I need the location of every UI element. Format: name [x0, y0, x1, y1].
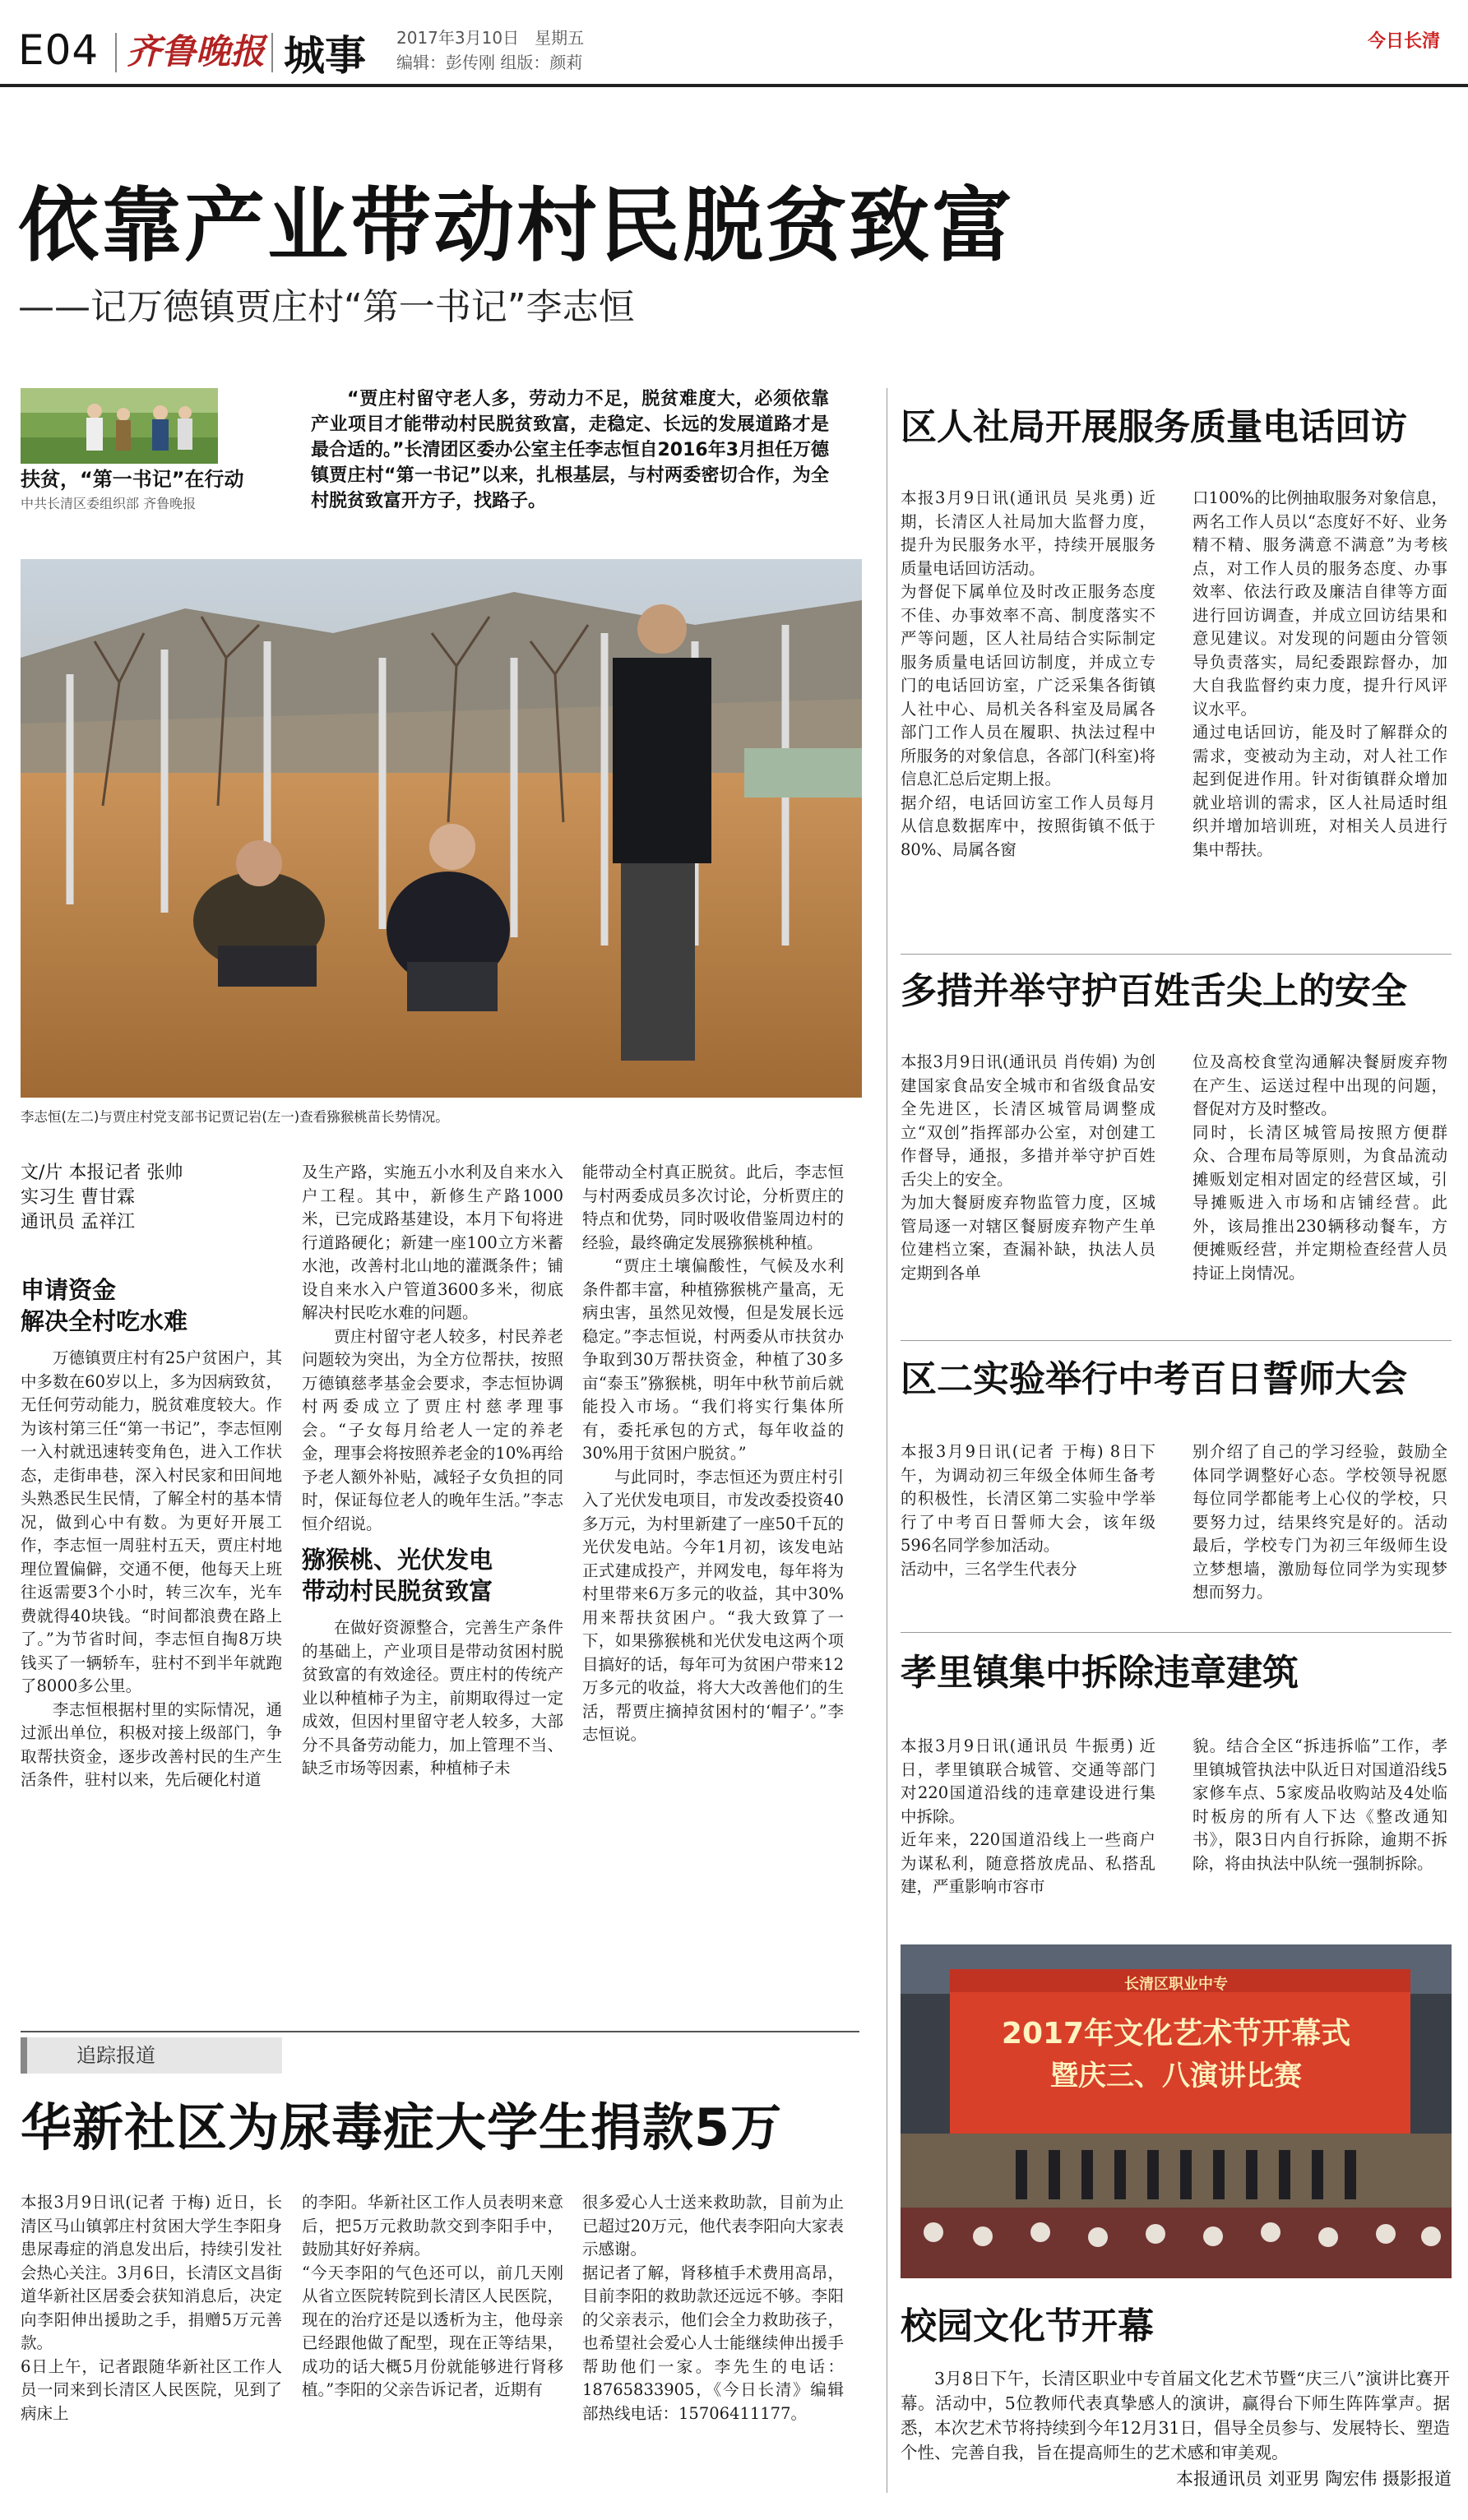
tracking-col-1: 本报3月9日讯(记者 于梅) 近日，长清区马山镇郭庄村贫困大学生李阳身患尿毒症的消息发出后，持续引发社会热心关注。3月6日，长清区文昌街道华新社区居委会获知消息后，决定向李阳伸出援助之手，捐赠5万元善款。 6日上午，记者跟随华新社区工作人员一同来到长清区人民医院，见到了病床上 — [21, 2193, 282, 2423]
subhead-kiwi: 猕猴桃、光伏发电 带动村民脱贫致富 — [302, 1546, 493, 1605]
right-article-2-title: 多措并举守护百姓舌尖上的安全 — [901, 970, 1407, 1012]
stage-banner-line-2: 暨庆三、八演讲比赛 — [1050, 2060, 1302, 2092]
main-col-2: 及生产路，实施五小水利及自来水入户工程。其中，新修生产路1000米，已完成路基建设，本月下旬将进行道路硬化；新建一座100立方米蓄水池，改善村北山地的灌溉条件；铺设自来水入户管道3600多米，彻底解决村民吃水难的问题。 贾庄村留守老人较多，村民养老问题较为突出，为全方位帮扶，按照万德镇慈孝基金会要求，李志恒协调村两委成立了贾庄村慈孝理事会。“子女每月给老人一定的养老金，理事会将按照养老金的10%再给予老人额外补贴，减轻子女负担的同时，保证每位老人的晚年生活。”李志恒介绍说。 猕猴桃、光伏发电 带动村民脱贫致富 在做好资源整合，完善生产条件的基础上，产业项目是带动贫困村脱贫致富的有效途径。贾庄村的传统产业以种植柿子为主，前期取得过一定成效，但因村里留守老人较多，大部分不具备劳动能力，加上管理不当、缺乏市场等因素，种植柿子未 — [302, 1163, 563, 1778]
right-article-1-col-1: 本报3月9日讯(通讯员 吴兆勇) 近期，长清区人社局加大监督力度，提升为民服务水平，持续开展服务质量电话回访活动。 为督促下属单位及时改正服务态度不佳、办事效率不高、制度落实不严等问题，区人社局结合实际制定服务质量电话回访制度，并成立专门的电话回访室，广泛采集各街镇人社中心、局机关各科室及局属各部门工作人员在履职、执法过程中所服务的对象信息，各部门(科室)将信息汇总后定期上报。 据介绍，电话回访室工作人员每月从信息数据库中，按照街镇不低于80%、局属各窗 — [901, 488, 1155, 859]
inset-caption: 扶贫，“第一书记”在行动 — [21, 468, 244, 491]
right-article-1-col-2: 口100%的比例抽取服务对象信息，两名工作人员以“态度好不好、业务精不精、服务满意不满意”为考核点，对工作人员的服务态度、办事效率、依法行政及廉洁自律等方面进行回访调查，并成立回访结果和意见建议。对发现的问题由分管领导负责落实，局纪委跟踪督办，加大自我监督约束力度，提升行风评议水平。 通过电话回访，能及时了解群众的需求，变被动为主动，对人社工作起到促进作用。针对街镇群众增加就业培训的需求，区人社局适时组织并增加培训班，对相关人员进行集中帮扶。 — [1192, 488, 1447, 859]
right-article-3-col-1: 本报3月9日讯(记者 于梅) 8日下午，为调动初三年级全体师生备考的积极性，长清区第二实验中学举行了中考百日誓师大会，该年级596名同学参加活动。 活动中，三名学生代表分 — [901, 1442, 1155, 1579]
main-title: 依靠产业带动村民脱贫致富 — [18, 179, 1016, 273]
tracking-col-3: 很多爱心人士送来救助款，目前为止已超过20万元，他代表李阳向大家表示感谢。 据记者了解，肾移植手术费用高昂，目前李阳的救助款还远远不够。李阳的父亲表示，他们会全力救助孩子，也希望社会爱心人士能继续伸出援手帮助他们一家。李先生的电话：18765833905，《今日长清》编辑部热线电话：15706411177。 — [582, 2193, 844, 2423]
subhead-water: 申请资金 解决全村吃水难 — [21, 1276, 188, 1335]
section-name: 城事 — [284, 32, 366, 80]
stage-banner-top: 长清区职业中专 — [1124, 1976, 1228, 1993]
main-lead: “贾庄村留守老人多，劳动力不足，脱贫难度大，必须依靠产业项目才能带动村民脱贫致富，走稳定、长远的发展道路才是最合适的。”长清团区委办公室主任李志恒自2016年3月担任万德镇贾庄村“第一书记”以来，扎根基层，与村两委密切合作，为全村脱贫致富开方子，找路子。 — [311, 389, 829, 511]
inset-credit: 中共长清区委组织部 齐鲁晚报 — [21, 496, 197, 511]
campus-credit: 本报通讯员 刘亚男 陶宏伟 摄影报道 — [1175, 2469, 1452, 2489]
right-article-3-title: 区二实验举行中考百日誓师大会 — [901, 1358, 1407, 1400]
stage-photo — [901, 1944, 1452, 2278]
right-article-4-col-1: 本报3月9日讯(通讯员 牛振勇) 近日，孝里镇联合城管、交通等部门对220国道沿线的违章建设进行集中拆除。 近年来，220国道沿线上一些商户为谋私利，随意搭放虎品、私搭乱建，严重影响市容市 — [901, 1736, 1155, 1896]
right-article-1-title: 区人社局开展服务质量电话回访 — [901, 406, 1407, 448]
newspaper-logo: 齐鲁晚报 — [127, 31, 266, 72]
main-subtitle: ——记万德镇贾庄村“第一书记”李志恒 — [18, 286, 635, 328]
right-article-3-col-2: 别介绍了自己的学习经验，鼓励全体同学调整好心态。学校领导祝愿每位同学都能考上心仪的学校，只要努力过，结果终究是好的。活动最后，学校专门为初三年级师生设立梦想墙，激励每位同学为实现梦想而努力。 — [1192, 1442, 1447, 1602]
right-article-2-col-1: 本报3月9日讯(通讯员 肖传娟) 为创建国家食品安全城市和省级食品安全先进区，长清区城管局调整成立“双创”指挥部办公室，对创建工作督导，通报，多措并举守护百姓舌尖上的安全。 为加大餐厨废弃物监管力度，区城管局逐一对辖区餐厨废弃物产生单位建档立案，查漏补缺，执法人员定期到各单 — [901, 1052, 1155, 1283]
inset-photo — [21, 388, 218, 464]
tracking-col-2: 的李阳。华新社区工作人员表明来意后，把5万元救助款交到李阳手中，鼓励其好好养病。 “今天李阳的气色还可以，前几天刚从省立医院转院到长清区人民医院，现在的治疗还是以透析为主，他母亲已经跟他做了配型，现在正等结果，成功的话大概5月份就能够进行肾移植。”李阳的父亲告诉记者，近期有 — [302, 2193, 563, 2399]
tracking-tag: 追踪报道 — [21, 2037, 282, 2074]
campus-title: 校园文化节开幕 — [901, 2305, 1154, 2347]
right-article-4-title: 孝里镇集中拆除违章建筑 — [901, 1652, 1299, 1694]
edition-name: 今日长清 — [1368, 31, 1441, 52]
editor-line: 编辑：彭传刚 组版：颜莉 — [396, 53, 583, 72]
campus-body: 3月8日下午，长清区职业中专首届文化艺术节暨“庆三八”演讲比赛开幕。活动中，5位教师代表真挚感人的演讲，赢得台下师生阵阵掌声。据悉，本次艺术节将持续到今年12月31日，倡导全员参与、发展特长、塑造个性、完善自我，旨在提高师生的艺术感和审美观。 — [901, 2369, 1450, 2462]
page-number: E04 — [18, 26, 100, 74]
stage-banner-line-1: 2017年文化艺术节开幕式 — [1001, 2017, 1351, 2051]
main-col-3: 能带动全村真正脱贫。此后，李志恒与村两委成员多次讨论，分析贾庄的特点和优势，同时吸收借鉴周边村的经验，最终确定发展猕猴桃种植。 “贾庄土壤偏酸性，气候及水利条件都丰富，种植猕猴桃产量高，无病虫害，虽然见效慢，但是发展长远稳定。”李志恒说，村两委从市扶贫办争取到30万帮扶资金，种植了30多亩“泰玉”猕猴桃，明年中秋节前后就能投入市场。“我们将实行集体所有，委托承包的方式，每年收益的30%用于贫困户脱贫。” 与此同时，李志恒还为贾庄村引入了光伏发电项目，市发改委投资40多万元，为村里新建了一座50千瓦的光伏发电站。今年1月初，该发电站正式建成投产，并网发电，每年将为村里带来6万多元的收益，其中30%用来帮扶贫困户。“我大致算了一下，如果猕猴桃和光伏发电这两个项目搞好的话，每年可为贫困户带来12万多元的收益，将大大改善他们的生活，帮贾庄摘掉贫困村的‘帽子’。”李志恒说。 — [582, 1163, 844, 1744]
issue-date: 2017年3月10日 星期五 — [396, 28, 585, 48]
main-col-1: 申请资金 解决全村吃水难 万德镇贾庄村有25户贫困户，其中多数在60岁以上，多为因病致贫，无任何劳动能力，脱贫难度较大。作为该村第三任“第一书记”，李志恒刚一入村就迅速转变角色，进入工作状态，走街串巷，深入村民家和田间地头熟悉民生民情，了解全村的基本情况，做到心中有数。为更好开展工作，李志恒一周驻村五天，贾庄村地理位置偏僻，交通不便，他每天上班往返需要3个小时，转三次车，光车费就得40块钱。“时间都浪费在路上了。”为节省时间，李志恒自掏8万块钱买了一辆轿车，驻村不到半年就跑了8000多公里。 李志恒根据村里的实际情况，通过派出单位，积极对接上级部门，争取帮扶资金，逐步改善村民的生产生活条件，驻村以来，先后硬化村道 — [21, 1276, 282, 1789]
main-photo-caption: 李志恒(左二)与贾庄村党支部书记贾记岩(左一)查看猕猴桃苗长势情况。 — [21, 1109, 449, 1125]
right-article-4-col-2: 貌。结合全区“拆违拆临”工作，孝里镇城管执法中队近日对国道沿线5家修车点、5家废品收购站及4处临时板房的所有人下达《整改通知书》，限3日内自行拆除，逾期不拆除，将由执法中队统一强制拆除。 — [1192, 1736, 1447, 1873]
main-photo — [21, 559, 862, 1098]
tracking-title: 华新社区为尿毒症大学生捐款5万 — [21, 2097, 783, 2157]
right-article-2-col-2: 位及高校食堂沟通解决餐厨废弃物在产生、运送过程中出现的问题，督促对方及时整改。 同时，长清区城管局按照方便群众、合理布局等原则，为食品流动摊贩划定相对固定的经营区域，引导摊贩进入市场和店铺经营。此外，该局推出230辆移动餐车，方便摊贩经营，并定期检查经营人员持证上岗情况。 — [1192, 1052, 1447, 1283]
main-credits: 文/片 本报记者 张帅 实习生 曹甘霖 通讯员 孟祥江 — [21, 1163, 183, 1232]
